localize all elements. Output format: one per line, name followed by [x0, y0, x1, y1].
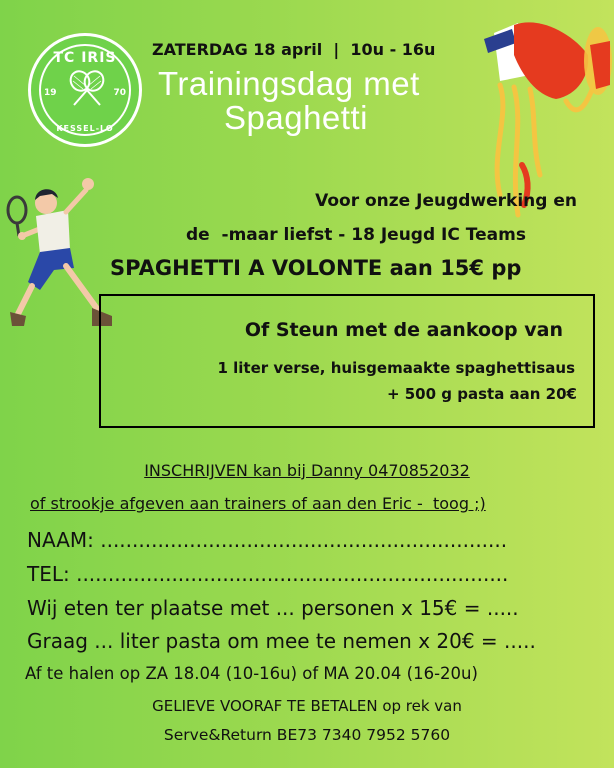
crossed-rackets-icon [67, 68, 107, 108]
box-line3: + 500 g pasta aan 20€ [386, 385, 577, 403]
registration-line1: INSCHRIJVEN kan bij Danny 0470852032 [144, 461, 470, 480]
box-line2: 1 liter verse, huisgemaakte spaghettisaus [217, 359, 575, 377]
intro-line1: Voor onze Jeugdwerking en [315, 191, 577, 211]
spaghetti-offer: SPAGHETTI A VOLONTE aan 15€ pp [110, 256, 522, 280]
form-take-away: Graag ... liter pasta om mee te nemen x 20€ = ..... [27, 629, 536, 653]
sauce-offer-box [99, 294, 595, 428]
logo-place: KESSEL-LO [56, 124, 114, 133]
logo-club-name: TC IRIS [53, 50, 117, 66]
registration-line2: of strookje afgeven aan trainers of aan den Eric - toog ;) [30, 494, 486, 513]
logo-year-left: 19 [44, 88, 57, 98]
event-title-line1: Trainingsdag met [158, 65, 420, 102]
club-logo [28, 33, 142, 147]
form-eat-on-site: Wij eten ter plaatse met ... personen x 15€ = ..... [27, 596, 519, 620]
box-heading: Of Steun met de aankoop van [244, 319, 563, 341]
pickup-info: Af te halen op ZA 18.04 (10-16u) of MA 20.04 (16-20u) [25, 664, 478, 683]
payment-line1: GELIEVE VOORAF TE BETALEN op rek van [152, 697, 462, 715]
logo-year-right: 70 [113, 88, 126, 98]
event-date: ZATERDAG 18 april | 10u - 16u [152, 40, 436, 59]
form-naam: NAAM: ................................................................ [27, 528, 508, 552]
event-title-line2: Spaghetti [224, 99, 368, 136]
payment-line2: Serve&Return BE73 7340 7952 5760 [163, 726, 451, 744]
intro-line2: de -maar liefst - 18 Jeugd IC Teams [186, 225, 526, 245]
form-tel: TEL: .................................................................... [27, 562, 509, 586]
